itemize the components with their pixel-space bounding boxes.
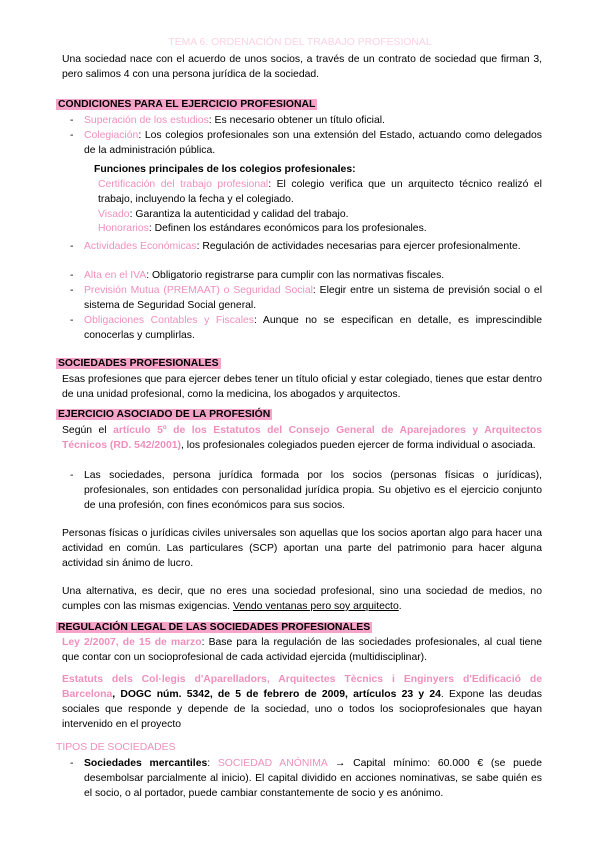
list-item: - Obligaciones Contables y Fiscales: Aunque no se especifican en detalle, es imprescindible conocerlas y cumplirlas. <box>70 315 542 341</box>
list-item: - Sociedades mercantiles: SOCIEDAD ANÓNIMA → Capital mínimo: 60.000 € (se puede desembolsar parcialmente al inicio). El capital dividido en acciones nominativas, se sabe quién es el socio, o al portador, puede cambiar constantemente de socio y es anónimo. <box>70 758 542 799</box>
item-label: Superación de los estudios <box>84 115 209 126</box>
item-label: Colegiación <box>84 130 139 141</box>
list-item: - Actividades Económicas: Regulación de actividades necesarias para ejercer profesionalmente. <box>70 241 521 252</box>
dash-bullet: - <box>70 241 74 252</box>
personas-paragraph: Personas físicas o jurídicas civiles universales son aquellas que los socios aportan algo para hacer una actividad en común. Las particulares (SCP) aportan una parte del patrimonio para hacer alguna actividad sin ánimo de lucro. <box>62 528 542 569</box>
dash-bullet: - <box>70 115 74 126</box>
subheading-tipos: TIPOS DE SOCIEDADES <box>56 742 176 753</box>
legal-reference: artículo 5º de los Estatutos del Consejo General de Aparejadores y Arquitectos Técnicos (RD. 542/2001) <box>62 425 542 451</box>
section-heading-sociedades: SOCIEDADES PROFESIONALES <box>58 358 219 369</box>
list-item: - Superación de los estudios: Es necesario obtener un título oficial. <box>70 115 385 126</box>
ley-paragraph: Ley 2/2007, de 15 de marzo: Base para la regulación de las sociedades profesionales, al cual tiene que contar con un socioprofesional de cada actividad ejercida (multidisciplinar). <box>62 637 543 663</box>
funcion-item: Honorarios: Definen los estándares económicos para los profesionales. <box>98 223 427 234</box>
dash-bullet: - <box>70 470 74 481</box>
list-item: - Alta en el IVA: Obligatorio registrarse para cumplir con las normativas fiscales. <box>70 270 445 281</box>
dash-bullet: - <box>70 315 74 326</box>
funciones-heading: Funciones principales de los colegios profesionales: <box>94 164 356 175</box>
list-item: - Previsión Mutua (PREMAAT) o Seguridad Social: Elegir entre un sistema de previsión social o el sistema de Seguridad Social general. <box>70 285 543 311</box>
dash-bullet: - <box>70 130 74 141</box>
list-item: - Las sociedades, persona jurídica formada por los socios (personas físicas o jurídicas), profesionales, son entidades con personalidad jurídica propia. Su objetivo es el ejercicio conjunto de una profesión, con fines económicos para sus socios. <box>70 470 542 511</box>
estatuts-paragraph: Estatuts dels Col·legis d'Aparelladors, Arquitectes Tècnics i Enginyers d'Edificació de Barcelona, DOGC núm. 5342, de 5 de febrero de 2009, artículos 23 y 24. Expone las deudas sociales que responde y depende de la sociedad, uno o todos los socioprofesionales que hayan intervenido en el proyecto <box>62 674 542 730</box>
intro-paragraph: Una sociedad nace con el acuerdo de unos socios, a través de un contrato de sociedad que firman 3, pero salimos 4 con una persona jurídica de la sociedad. <box>62 54 542 80</box>
document-title: TEMA 6: ORDENACIÓN DEL TRABAJO PROFESIONAL <box>168 37 432 48</box>
funcion-item: Certificación del trabajo profesional: El colegio verifica que un arquitecto técnico realizó el trabajo, incluyendo la fecha y el colegiado. <box>98 179 542 205</box>
ejercicio-paragraph: Según el artículo 5º de los Estatutos del Consejo General de Aparejadores y Arquitectos Técnicos (RD. 542/2001), los profesionales colegiados pueden ejercer de forma individual o asociada. <box>62 425 542 451</box>
sociedades-paragraph: Esas profesiones que para ejercer debes tener un título oficial y estar colegiado, tienes que estar dentro de una unidad profesional, como la medicina, los abogados y arquitectos. <box>62 374 542 400</box>
list-item: - Colegiación: Los colegios profesionales son una extensión del Estado, actuando como delegados de la administración pública. <box>70 130 542 156</box>
section-heading-condiciones: CONDICIONES PARA EL EJERCICIO PROFESIONAL <box>58 99 316 110</box>
dash-bullet: - <box>70 758 74 769</box>
section-heading-regulacion: REGULACIÓN LEGAL DE LAS SOCIEDADES PROFESIONALES <box>58 622 371 633</box>
section-heading-ejercicio: EJERCICIO ASOCIADO DE LA PROFESIÓN <box>58 409 271 420</box>
dash-bullet: - <box>70 270 74 281</box>
alternativa-paragraph: Una alternativa, es decir, que no eres una sociedad profesional, sino una sociedad de medios, no cumples con las mismas exigencias. Vendo ventanas pero soy arquitecto. <box>62 586 542 612</box>
funcion-item: Visado: Garantiza la autenticidad y calidad del trabajo. <box>98 209 349 220</box>
dash-bullet: - <box>70 285 74 296</box>
